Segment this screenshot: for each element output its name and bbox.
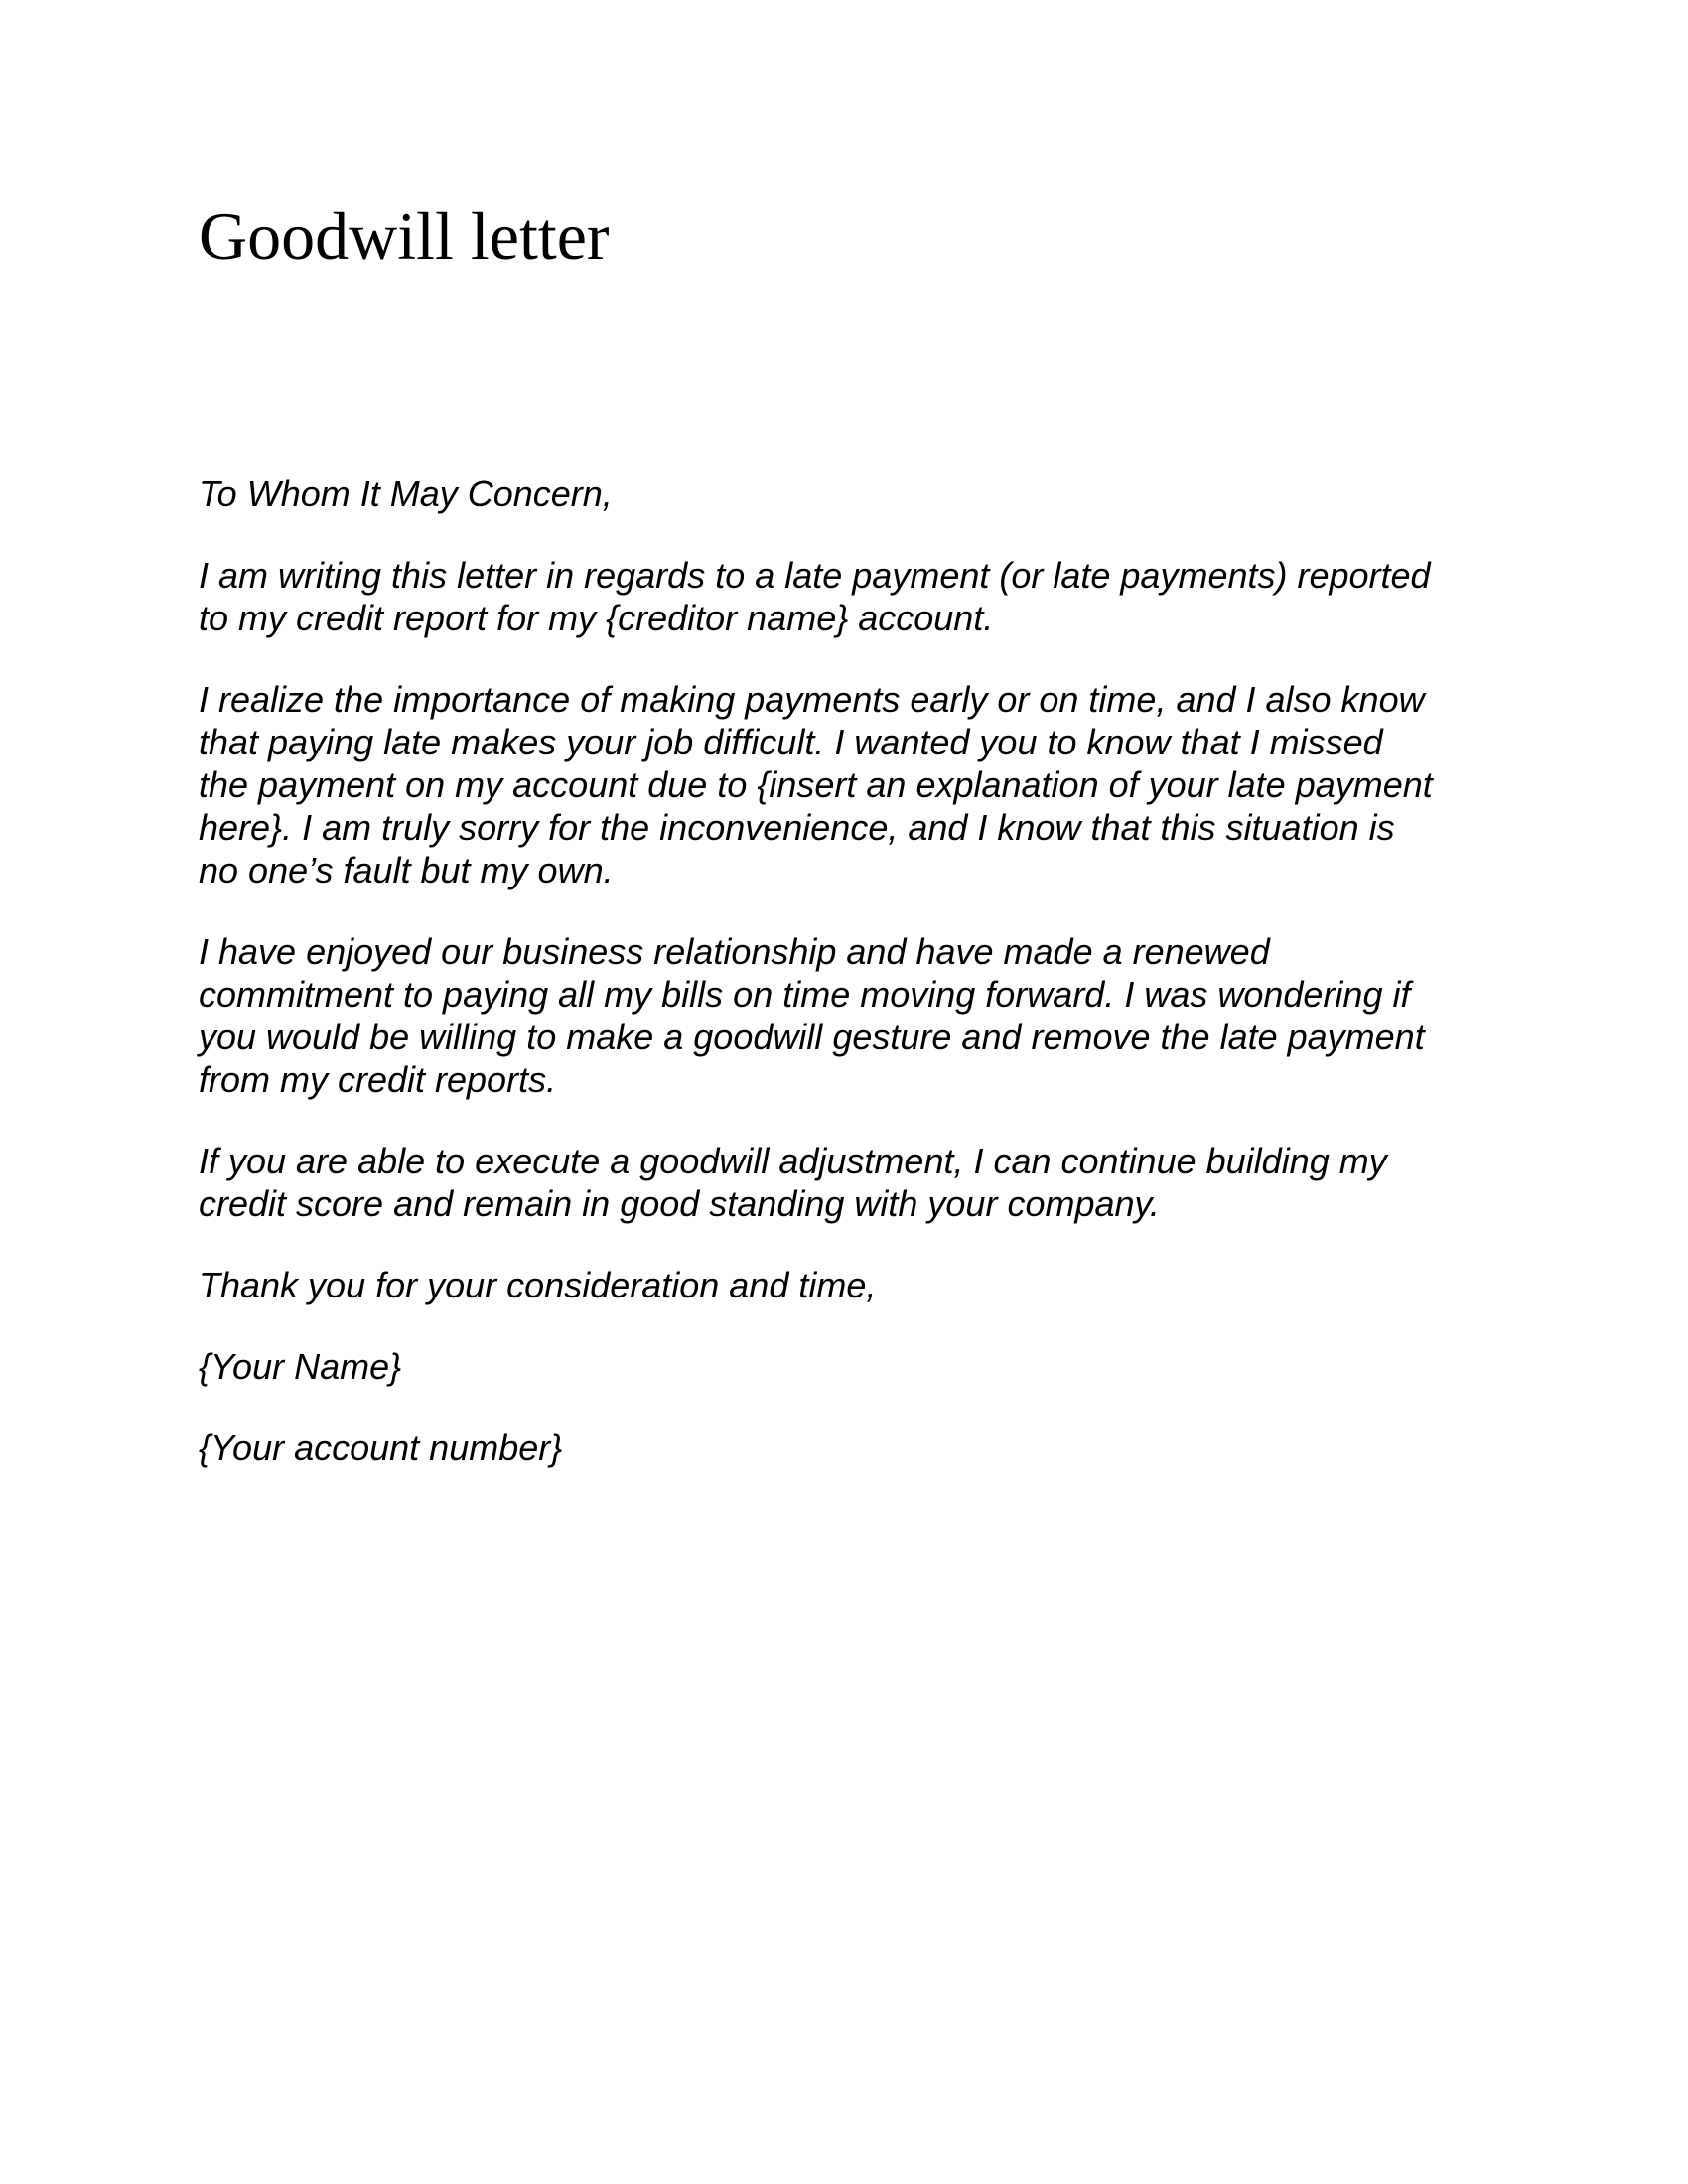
- paragraph-line: that paying late makes your job difficult. I wanted you to know that I missed: [199, 722, 1383, 762]
- paragraph-4: [199, 1140, 1489, 1225]
- salutation: [199, 473, 1489, 515]
- closing-line: Thank you for your consideration and time,: [199, 1265, 877, 1305]
- salutation-line: To Whom It May Concern,: [199, 474, 613, 514]
- paragraph-line: If you are able to execute a goodwill adjustment, I can continue building my: [199, 1141, 1387, 1181]
- account-number: [199, 1427, 1489, 1469]
- paragraph-line: from my credit reports.: [199, 1059, 557, 1100]
- paragraph-line: here}. I am truly sorry for the inconvenience, and I know that this situation is: [199, 807, 1395, 848]
- paragraph-line: I realize the importance of making payments early or on time, and I also know: [199, 679, 1425, 720]
- letter-body: [199, 473, 1489, 1508]
- signature-name-line: {Your Name}: [199, 1346, 402, 1387]
- document-title: Goodwill letter: [199, 199, 610, 274]
- paragraph-line: credit score and remain in good standing with your company.: [199, 1183, 1160, 1224]
- paragraph-1: [199, 554, 1489, 639]
- paragraph-line: I am writing this letter in regards to a late payment (or late payments) reported: [199, 555, 1431, 596]
- paragraph-2: [199, 678, 1489, 891]
- closing: [199, 1264, 1489, 1306]
- paragraph-3: [199, 930, 1489, 1101]
- paragraph-line: I have enjoyed our business relationship and have made a renewed: [199, 931, 1270, 972]
- paragraph-line: you would be willing to make a goodwill gesture and remove the late payment: [199, 1017, 1425, 1057]
- paragraph-line: commitment to paying all my bills on time moving forward. I was wondering if: [199, 974, 1411, 1015]
- account-number-line: {Your account number}: [199, 1428, 563, 1468]
- paragraph-line: the payment on my account due to {insert an explanation of your late payment: [199, 764, 1433, 805]
- paragraph-line: to my credit report for my {creditor name} account.: [199, 598, 994, 638]
- signature-name: [199, 1345, 1489, 1388]
- paragraph-line: no one’s fault but my own.: [199, 850, 614, 890]
